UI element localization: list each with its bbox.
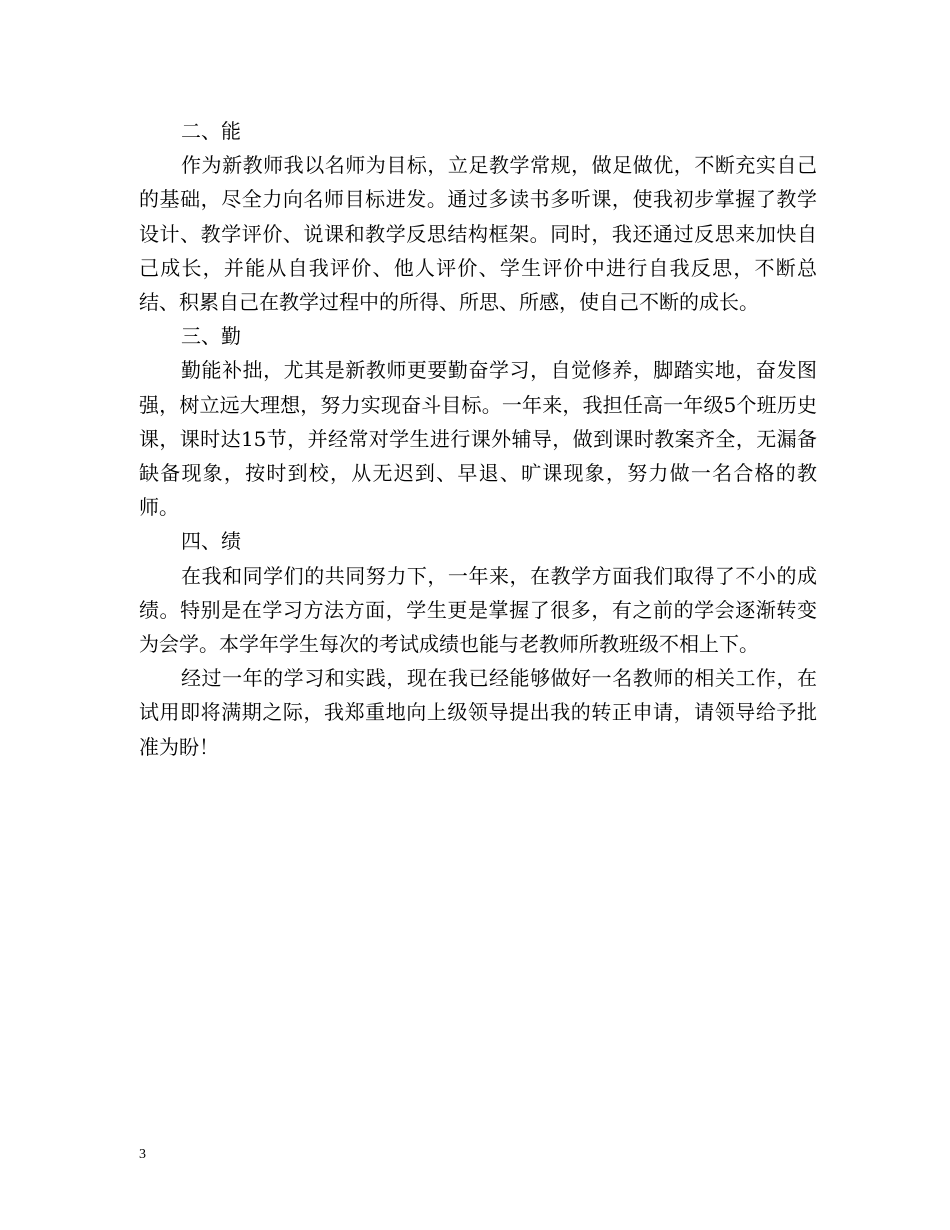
paragraph-ji: 在我和同学们的共同努力下，一年来，在教学方面我们取得了不小的成绩。特别是在学习方法方面，学生更是掌握了很多，有之前的学会逐渐转变为会学。本学年学生每次的考试成绩也能与老教师所教班级不相上下。	[139, 563, 817, 657]
section-heading-ji: 四、绩	[181, 529, 241, 554]
page-number: 3	[139, 1147, 146, 1162]
paragraph-neng: 作为新教师我以名师为目标，立足教学常规，做足做优，不断充实自己的基础，尽全力向名师目标进发。通过多读书多听课，使我初步掌握了教学设计、教学评价、说课和教学反思结构框架。同时，我还通过反思来加快自己成长，并能从自我评价、他人评价、学生评价中进行自我反思，不断总结、积累自己在教学过程中的所得、所思、所感，使自己不断的成长。	[139, 153, 817, 315]
section-heading-neng: 二、能	[181, 119, 241, 143]
paragraph-conclusion: 经过一年的学习和实践，现在我已经能够做好一名教师的相关工作，在试用即将满期之际，我郑重地向上级领导提出我的转正申请，请领导给予批准为盼！	[139, 666, 817, 759]
paragraph-qin: 勤能补拙，尤其是新教师更要勤奋学习，自觉修养，脚踏实地，奋发图强，树立远大理想，努力实现奋斗目标。一年来，我担任高一年级5个班历史课，课时达15节，并经常对学生进行课外辅导，做到课时教案齐全，无漏备缺备现象，按时到校，从无迟到、早退、旷课现象，努力做一名合格的教师。	[139, 358, 817, 520]
document-body	[139, 114, 817, 764]
section-heading-qin: 三、勤	[181, 324, 241, 349]
